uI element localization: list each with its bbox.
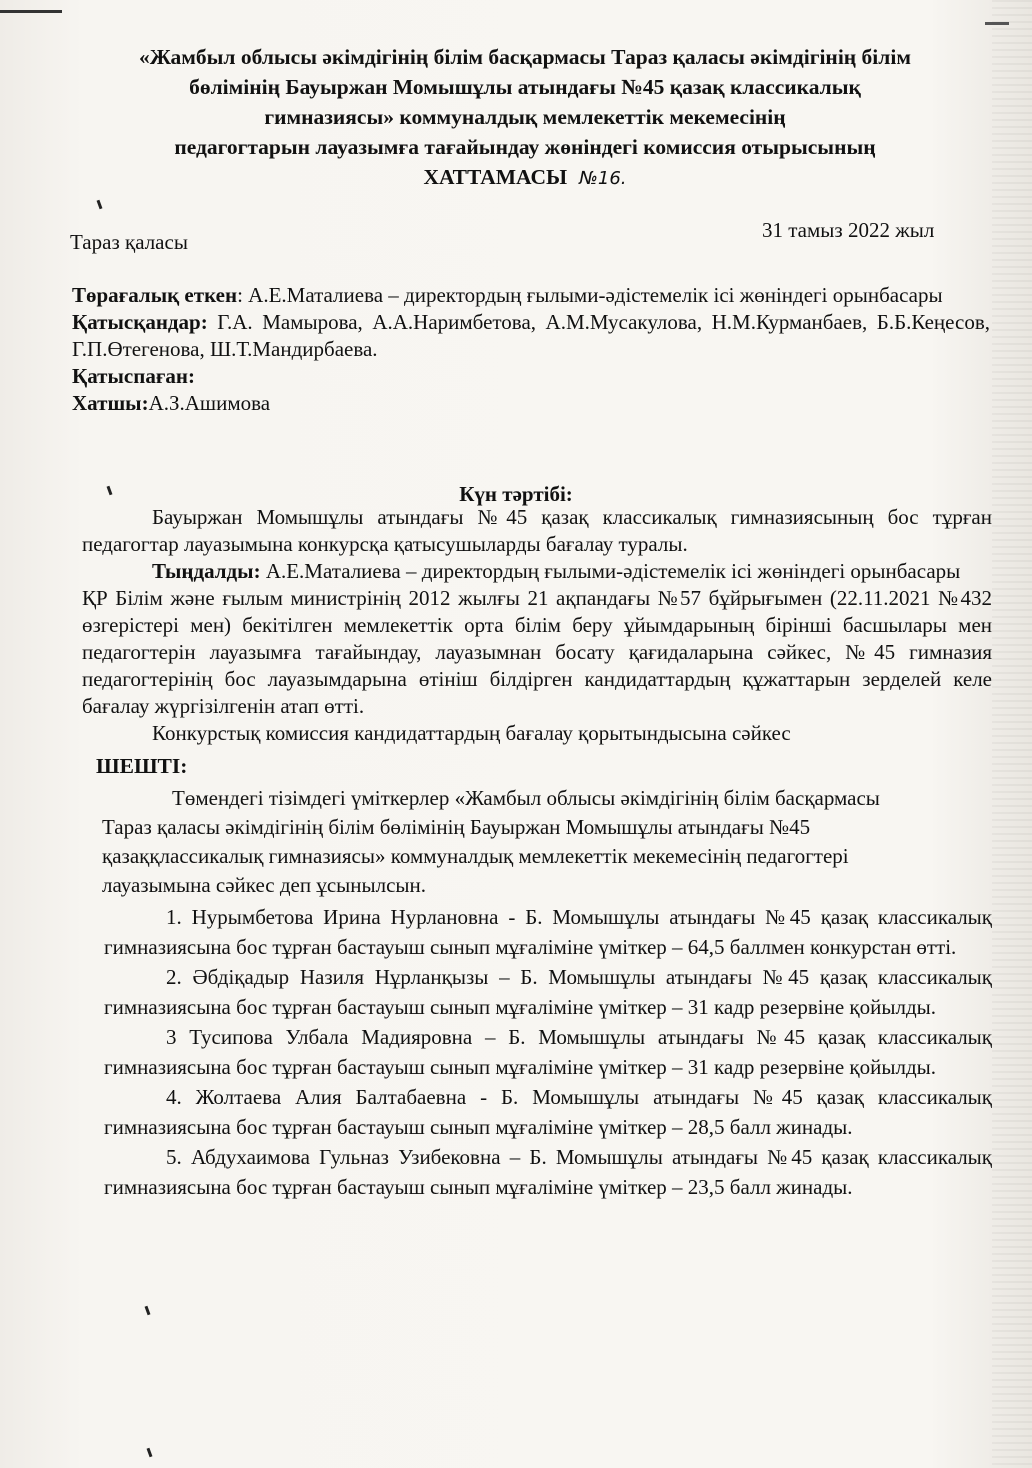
absent-label: Қатыспаған:	[72, 364, 195, 388]
scan-speck	[97, 200, 103, 209]
secretary-value: А.З.Ашимова	[148, 391, 271, 415]
candidate-item: 3 Тусипова Улбала Мадияровна – Б. Момышұлы атындағы №45 қазақ классикалық гимназиясына бос тұрған бастауыш сынып мұғаліміне үміткер – 31 кадр резервіне қойылды.	[104, 1025, 992, 1079]
candidate-item: 2. Әбдіқадыр Назиля Нұрланқызы – Б. Момышұлы атындағы №45 қазақ классикалық гимназиясына бос тұрған бастауыш сынып мұғаліміне үміткер – 31 кадр резервіне қойылды.	[104, 965, 992, 1019]
heard-value: А.Е.Маталиева – директордың ғылыми-әдістемелік ісі жөніндегі орынбасары	[260, 559, 961, 583]
secretary-label: Хатшы:	[72, 391, 149, 415]
present-value: Г.А. Мамырова, А.А.Наримбетова, А.М.Мусакулова, Н.М.Курманбаев, Б.Б.Кеңесов, Г.П.Өтегенова, Ш.Т.Мандирбаева.	[72, 310, 990, 361]
present-line	[72, 309, 990, 363]
commission-line: Конкурстық комиссия кандидаттардың бағалау қорытындысына сәйкес	[152, 721, 791, 745]
candidate-list	[82, 902, 992, 1202]
candidate-item: 1. Нурымбетова Ирина Нурлановна - Б. Момышұлы атындағы №45 қазақ классикалық гимназиясына бос тұрған бастауыш сынып мұғаліміне үміткер – 64,5 баллмен конкурстан өтті.	[104, 905, 992, 959]
resolved-text: Төмендегі тізімдегі үміткерлер «Жамбыл облысы әкімдігінің білім басқармасы Тараз қаласы әкімдігінің білім бөлімінің Бауыржан Момышұлы атындағы №45 қазаққлассикалық гимназиясы» коммуналдық мемлекеттік мекемесінің педагогтері лауазымына сәйкес деп ұсынылсын.	[102, 786, 880, 897]
header-line: бөлімінің Бауыржан Момышұлы атындағы №45 қазақ классикалық	[189, 75, 861, 99]
chair-value: : А.Е.Маталиева – директордың ғылыми-әдістемелік ісі жөніндегі орынбасары	[237, 283, 943, 307]
present-label: Қатысқандар:	[72, 310, 208, 334]
scan-speck	[147, 1448, 153, 1457]
main-body	[82, 504, 992, 1202]
candidate-item: 5. Абдухаимова Гульназ Узибековна – Б. Момышұлы атындағы №45 қазақ классикалық гимназиясына бос тұрған бастауыш сынып мұғаліміне үміткер – 23,5 балл жинады.	[104, 1145, 992, 1199]
participants-block	[72, 282, 990, 417]
chair-label: Төрағалық еткен	[72, 283, 238, 307]
absent-line	[72, 363, 990, 390]
scan-speck	[145, 1306, 151, 1315]
document-title: ХАТТАМАСЫ	[423, 165, 568, 189]
resolved-label: ШЕШТІ:	[96, 754, 188, 778]
agenda-title: Күн тәртібі:	[459, 482, 573, 506]
header-line: педагогтарын лауазымға тағайындау жөніндегі комиссия отырысының	[174, 135, 876, 159]
scan-mark	[0, 10, 62, 13]
scan-mark	[985, 22, 1009, 25]
heard-line	[82, 558, 992, 585]
header-line: гимназиясы» коммуналдық мемлекеттік мекемесінің	[264, 105, 786, 129]
document-header	[60, 42, 990, 194]
scan-edge-noise	[992, 0, 1032, 1468]
chair-line	[72, 282, 990, 309]
document-title-row	[60, 162, 990, 194]
document-date: 31 тамыз 2022 жыл	[762, 218, 935, 242]
heard-label: Тыңдалды:	[152, 559, 261, 583]
secretary-line	[72, 390, 990, 417]
document-place: Тараз қаласы	[70, 230, 188, 254]
agenda-text: Бауыржан Момышұлы атындағы №45 қазақ классикалық гимназиясының бос тұрған педагогтар лауазымына конкурсқа қатысушыларды бағалау туралы.	[82, 505, 992, 556]
handwritten-number: №16.	[579, 168, 627, 189]
candidate-item: 4. Жолтаева Алия Балтабаевна - Б. Момышұлы атындағы №45 қазақ классикалық гимназиясына бос тұрған бастауыш сынып мұғаліміне үміткер – 28,5 балл жинады.	[104, 1085, 992, 1139]
heard-body: ҚР Білім және ғылым министрінің 2012 жылғы 21 ақпандағы №57 бұйрығымен (22.11.2021 №432 өзгерістері мен) бекітілген мемлекеттік орта білім беру ұйымдарының бірінші басшылары мен педагогтерін лауазымға тағайындау, лауазымнан босату қағидаларына сәйкес, №45 гимназия педагогтерінің бос лауазымдарына өтініш білдірген кандидаттардың құжаттарын зерделей келе бағалау жүргізілгенін атап өтті.	[82, 586, 992, 718]
header-line: «Жамбыл облысы әкімдігінің білім басқармасы Тараз қаласы әкімдігінің білім	[139, 45, 911, 69]
